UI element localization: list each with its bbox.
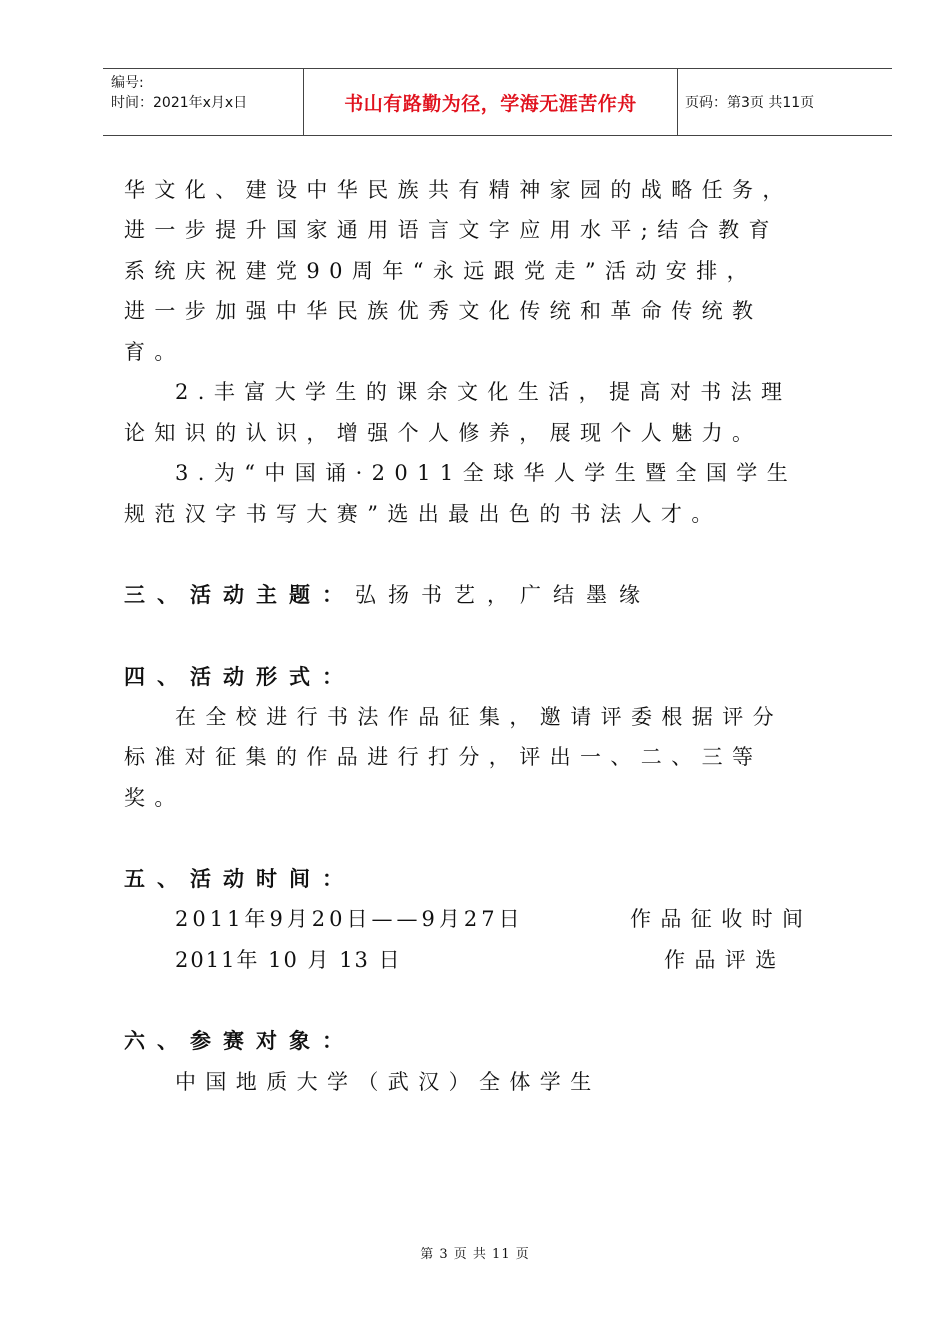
section-theme-text: 弘扬书艺，广结墨缘 [355,583,652,607]
paragraph-line: 奖。 [124,786,185,810]
header-table [103,68,892,136]
header-page-code: 页码：第3页 共11页 [685,95,815,111]
participants-text: 中国地质大学（武汉）全体学生 [175,1070,601,1094]
serial-number-label: 编号: [111,75,144,91]
section-heading-form: 四、活动形式： [124,664,355,689]
section-heading-time: 五、活动时间： [124,866,355,891]
paragraph-line: 标准对征集的作品进行打分，评出一、二、三等 [124,745,763,769]
paragraph-line: 系统庆祝建党90周年“永远跟党走”活动安排， [124,259,757,283]
paragraph-line: 进一步提升国家通用语言文字应用水平;结合教育 [124,218,779,242]
section-heading-participants: 六、参赛对象： [124,1028,355,1053]
paragraph-line: 华文化、建设中华民族共有精神家园的战略任务， [124,178,793,202]
paragraph-line: 育。 [124,340,185,364]
paragraph-line: 论知识的认识，增强个人修养，展现个人魅力。 [124,421,763,445]
schedule-event: 作品评选 [664,948,786,972]
schedule-date: 2011年 10 月 13 日 [175,948,402,972]
schedule-date: 2011年9月20日——9月27日 [175,907,524,931]
paragraph-line: 进一步加强中华民族优秀文化传统和革命传统教 [124,299,763,323]
section-heading-theme [124,581,868,609]
paragraph-line: 3.为“中国诵·2011全球华人学生暨全国学生 [175,461,798,485]
header-motto: 书山有路勤为径，学海无涯苦作舟 [344,92,637,115]
header-divider [677,69,678,135]
paragraph-line: 在全校进行书法作品征集，邀请评委根据评分 [175,705,783,729]
page-footer: 第 3 页 共 11 页 [420,1247,530,1262]
paragraph-line: 2.丰富大学生的课余文化生活，提高对书法理 [175,380,792,404]
header-info-cell [103,69,303,135]
time-label: 时间：2021年x月x日 [111,95,248,111]
schedule-event: 作品征收时间 [630,907,813,931]
paragraph-line: 规范汉字书写大赛”选出最出色的书法人才。 [124,502,722,526]
section-heading-label: 三、活动主题： [124,582,355,607]
